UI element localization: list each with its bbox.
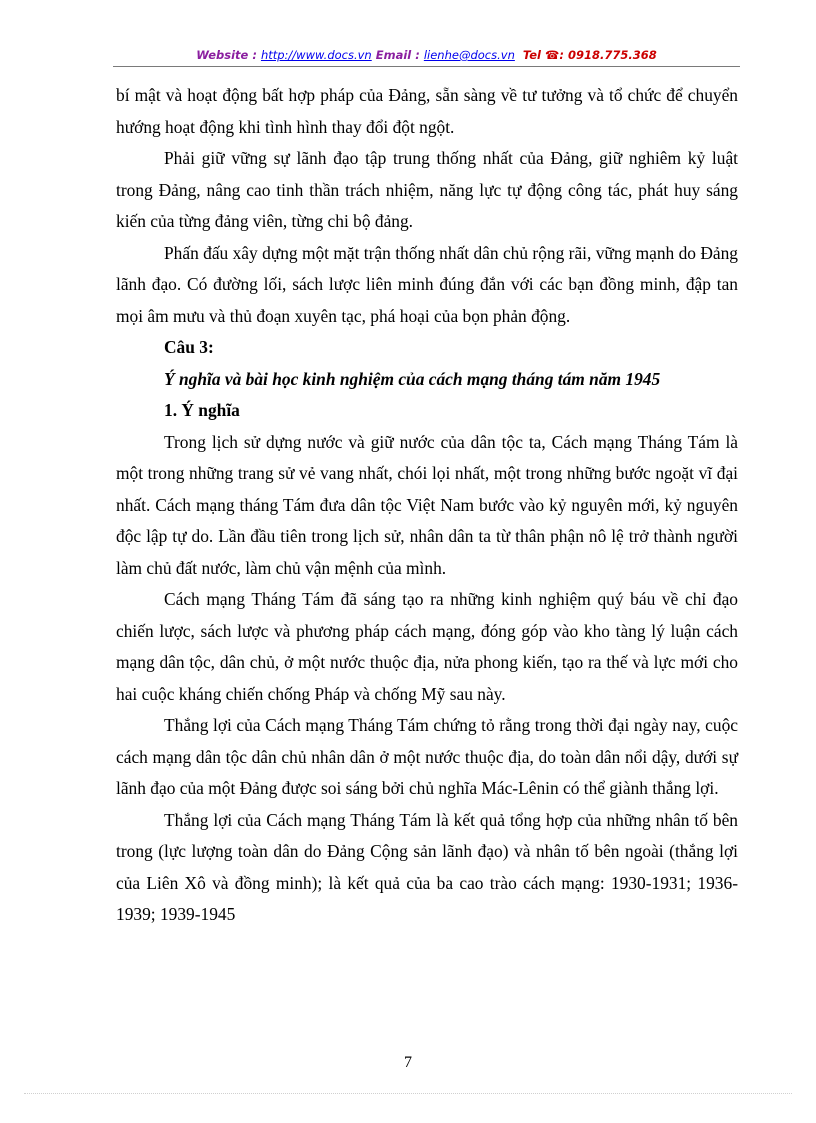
tel-label: Tel <box>522 48 541 62</box>
paragraph: Trong lịch sử dựng nước và giữ nước của dân tộc ta, Cách mạng Tháng Tám là một trong những trang sử vẻ vang nhất, chói lọi nhất, một trong những bước ngoặt vĩ đại nhất. Cách mạng tháng Tám đưa dân tộc Việt Nam bước vào kỷ nguyên mới, kỷ nguyên độc lập tự do. Lần đầu tiên trong lịch sử, nhân dân ta từ thân phận nô lệ trở thành người làm chủ đất nước, làm chủ vận mệnh của mình. <box>116 431 738 578</box>
paragraph: Phấn đấu xây dựng một mặt trận thống nhất dân chủ rộng rãi, vững mạnh do Đảng lãnh đạo. Có đường lối, sách lược liên minh đúng đắn với các bạn đồng minh, đập tan mọi âm mưu và thủ đoạn xuyên tạc, phá hoại của bọn phản động. <box>116 242 738 326</box>
tel-number: 0918.775.368 <box>567 48 657 62</box>
paragraph: Thắng lợi của Cách mạng Tháng Tám là kết quả tổng hợp của những nhân tố bên trong (lực lượng toàn dân do Đảng Cộng sản lãnh đạo) và nhân tố bên ngoài (thắng lợi của Liên Xô và đồng minh); là kết quả của ba cao trào cách mạng: 1930-1931; 1936-1939; 1939-1945 <box>116 809 738 924</box>
paragraph: Cách mạng Tháng Tám đã sáng tạo ra những kinh nghiệm quý báu về chỉ đạo chiến lược, sách lược và phương pháp cách mạng, đóng góp vào kho tàng lý luận cách mạng dân tộc, dân chủ, ở một nước thuộc địa, nửa phong kiến, tạo ra thế và lực mới cho hai cuộc kháng chiến chống Pháp và chống Mỹ sau này. <box>116 589 738 704</box>
page-header: Website : http://www.docs.vn Email : lienhe@docs.vn Tel ☎: 0918.775.368 <box>113 44 740 67</box>
website-label: Website <box>196 48 249 62</box>
question-title: Ý nghĩa và bài học kinh nghiệm của cách mạng tháng tám năm 1945 <box>164 368 661 389</box>
email-label: Email <box>375 48 412 62</box>
paragraph: Thắng lợi của Cách mạng Tháng Tám chứng tỏ rằng trong thời đại ngày nay, cuộc cách mạng dân tộc dân chủ nhân dân ở một nước thuộc địa, do toàn dân nổi dậy, dưới sự lãnh đạo của một Đảng được soi sáng bởi chủ nghĩa Mác-Lênin có thể giành thắng lợi. <box>116 715 738 798</box>
paragraph: bí mật và hoạt động bất hợp pháp của Đảng, sẵn sàng về tư tưởng và tổ chức để chuyển hướng hoạt động khi tình hình thay đổi đột ngột. <box>116 85 738 137</box>
website-link[interactable]: http://www.docs.vn <box>260 48 372 62</box>
document-body <box>116 80 738 931</box>
phone-icon: ☎ <box>545 48 560 62</box>
section-heading: 1. Ý nghĩa <box>164 400 240 420</box>
page-number: 7 <box>404 1054 412 1071</box>
email-link[interactable]: lienhe@docs.vn <box>423 48 515 62</box>
paragraph: Phải giữ vững sự lãnh đạo tập trung thống nhất của Đảng, giữ nghiêm kỷ luật trong Đảng, nâng cao tinh thần trách nhiệm, năng lực tự động công tác, phát huy sáng kiến của từng đảng viên, từng chi bộ đảng. <box>116 148 738 231</box>
question-heading: Câu 3: <box>164 337 214 357</box>
page-bottom-divider <box>24 1093 792 1094</box>
